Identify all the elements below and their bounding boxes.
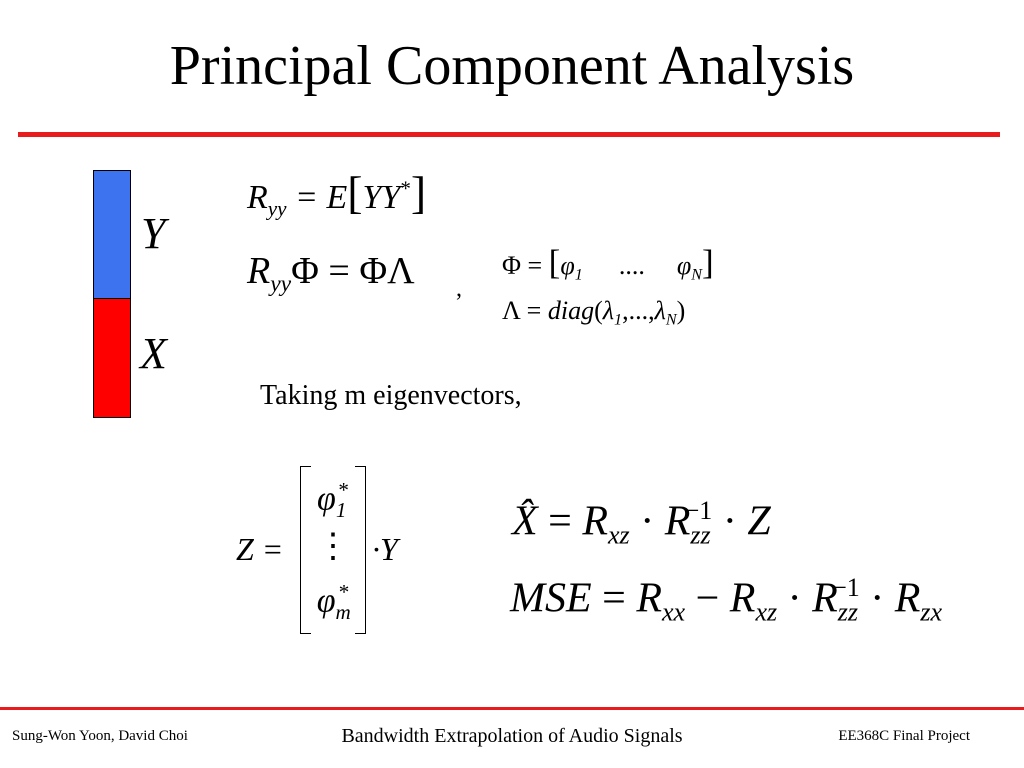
eq-operator: = E bbox=[286, 179, 348, 216]
eq-operator: · bbox=[859, 575, 895, 622]
eq-symbol: λ bbox=[602, 296, 615, 325]
eq-subscript: yy bbox=[267, 196, 287, 221]
eq-lhs: Φ = bbox=[502, 251, 549, 280]
footer-course: EE368C Final Project bbox=[838, 728, 970, 744]
z-matrix bbox=[300, 466, 366, 632]
eq-subscript: xz bbox=[608, 520, 630, 550]
footer-authors: Sung-Won Yoon, David Choi bbox=[12, 728, 188, 744]
eigen-comma: , bbox=[456, 276, 462, 302]
matrix-vdots: ⋮ bbox=[316, 528, 350, 565]
eq-subscript: zx bbox=[920, 597, 943, 627]
eq-bracket: ] bbox=[410, 167, 427, 218]
z-rhs: ·Y bbox=[372, 531, 398, 567]
eq-subscript: N bbox=[665, 311, 677, 329]
eq-separator: ,..., bbox=[622, 296, 655, 325]
eq-operator: = bbox=[591, 575, 637, 622]
footer-divider bbox=[0, 707, 1024, 710]
footer-presentation-title: Bandwidth Extrapolation of Audio Signals bbox=[341, 725, 683, 747]
y-vector-bar bbox=[93, 170, 131, 301]
eq-symbol: φ bbox=[676, 251, 692, 280]
eq-function: diag bbox=[547, 296, 595, 325]
eq-symbol: λ bbox=[654, 296, 666, 325]
eq-paren: ) bbox=[676, 296, 686, 325]
z-lhs bbox=[236, 533, 283, 565]
equation-mse bbox=[510, 575, 942, 626]
eq-symbol: φ bbox=[560, 251, 575, 280]
eq-superscript: * bbox=[400, 176, 411, 201]
eq-subscript: N bbox=[691, 266, 702, 284]
eq-lhs: X̂ bbox=[512, 498, 538, 545]
eq-subscript: xx bbox=[662, 597, 686, 627]
x-label: X bbox=[140, 329, 167, 378]
slide-title: Principal Component Analysis bbox=[169, 35, 855, 97]
eq-operator: · bbox=[712, 498, 748, 545]
title-divider bbox=[18, 132, 1000, 137]
equation-lambda-definition bbox=[502, 298, 685, 329]
body-text: Taking m eigenvectors, bbox=[260, 380, 522, 411]
x-vector-bar bbox=[93, 298, 131, 418]
matrix-top-entry: $\varphi_1^*$ bbox=[317, 478, 349, 523]
eq-subscript: 1 bbox=[574, 266, 583, 284]
eq-symbol: R bbox=[247, 250, 271, 292]
eq-subscript: zz bbox=[690, 520, 711, 550]
eq-superscript: −1 bbox=[832, 573, 860, 602]
eq-lhs: Z = bbox=[236, 531, 284, 567]
equation-phi-definition bbox=[502, 245, 714, 284]
eq-subscript: yy bbox=[270, 271, 292, 298]
eq-operator: − bbox=[685, 575, 730, 622]
eq-symbol: R bbox=[636, 575, 662, 622]
eq-subscript: 1 bbox=[614, 311, 623, 329]
equation-xhat bbox=[512, 498, 771, 549]
eq-symbol: R bbox=[247, 179, 268, 216]
eq-bracket: [ bbox=[347, 167, 363, 218]
eq-symbol: R bbox=[664, 498, 691, 545]
eq-bracket: ] bbox=[701, 243, 714, 282]
equation-eigen bbox=[247, 252, 415, 297]
eq-superscript: −1 bbox=[684, 496, 713, 525]
eq-subscript: xz bbox=[755, 597, 778, 627]
y-label: Y bbox=[141, 209, 166, 258]
eq-dots: .... bbox=[618, 251, 645, 280]
eq-rhs: Φ = ΦΛ bbox=[291, 250, 415, 292]
eq-paren: ( bbox=[594, 296, 603, 325]
eq-operator: = bbox=[537, 498, 583, 545]
eq-symbol: Z bbox=[747, 498, 771, 545]
equation-ryy-definition bbox=[247, 167, 427, 221]
eq-symbol: YY bbox=[362, 179, 401, 216]
matrix-bottom-entry: $\varphi_m^*$ bbox=[316, 580, 351, 625]
eq-operator: · bbox=[629, 498, 665, 545]
eq-operator: · bbox=[777, 575, 813, 622]
eq-symbol: R bbox=[894, 575, 921, 622]
eq-symbol: R bbox=[582, 498, 608, 545]
eq-subscript: zz bbox=[837, 597, 859, 627]
eq-lhs: MSE bbox=[510, 575, 592, 622]
eq-lhs: Λ = bbox=[502, 296, 548, 325]
eq-symbol: R bbox=[729, 575, 756, 622]
eq-bracket: [ bbox=[548, 243, 561, 282]
eq-symbol: R bbox=[812, 575, 838, 622]
